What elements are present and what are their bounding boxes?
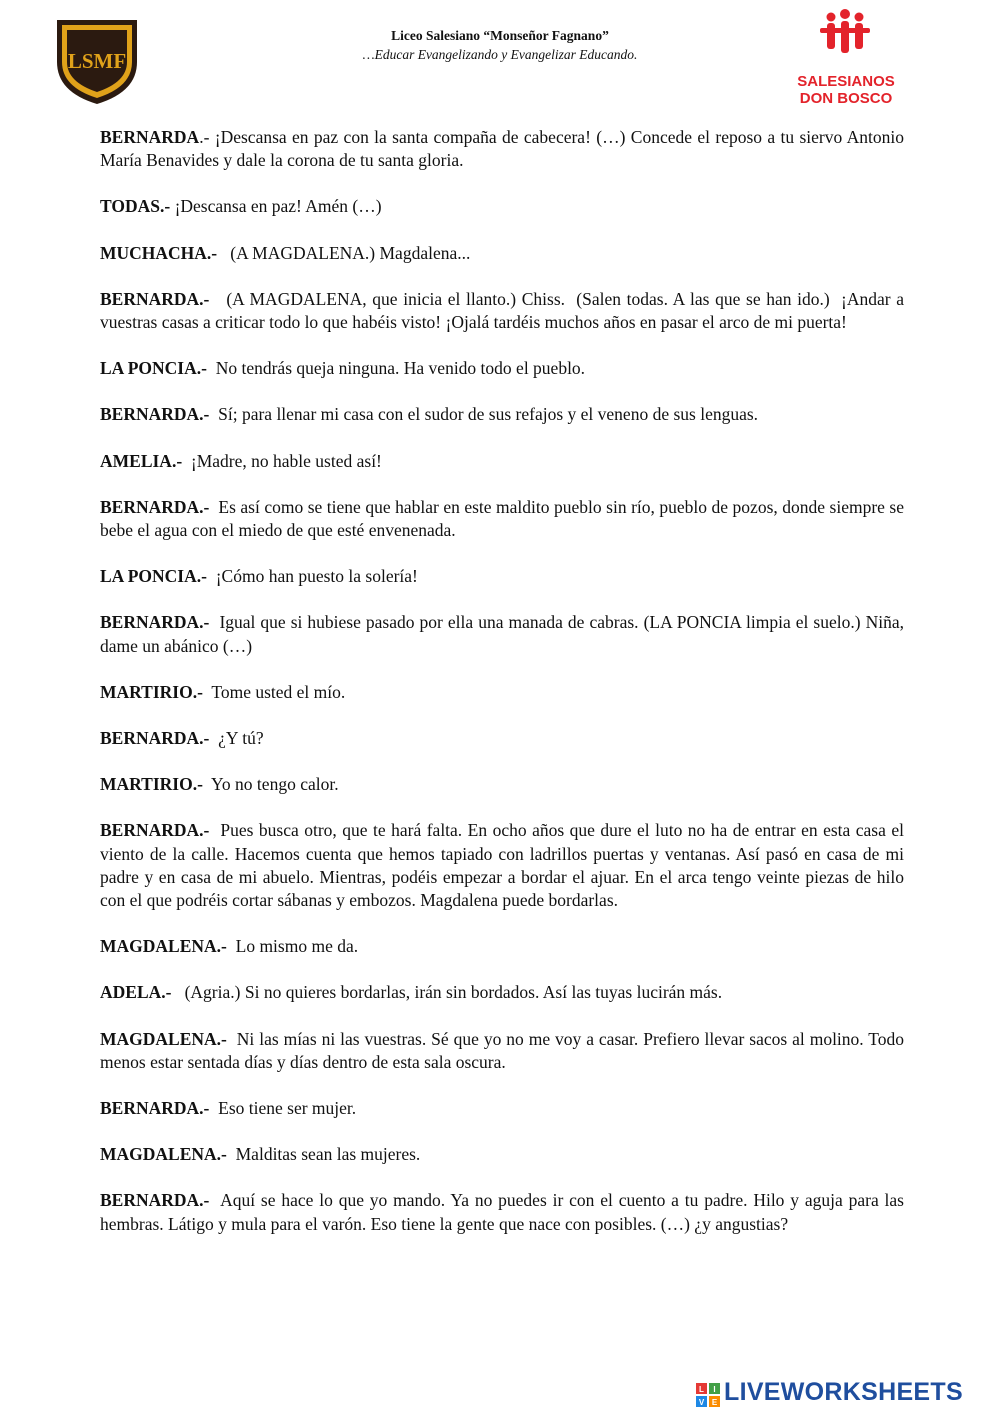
speaker-name: MARTIRIO.- <box>100 774 203 795</box>
dialogue-line <box>100 681 904 704</box>
line-text: (A MAGDALENA, que inicia el llanto.) Chiss. (Salen todas. A las que se han ido.) ¡Andar a vuestras casas a criticar todo lo que habéis visto! ¡Ojalá tardéis muchos años en pasar el arco de mi puerta! <box>100 288 909 333</box>
line-text: Aquí se hace lo que yo mando. Ya no puedes ir con el cuento a tu padre. Hilo y aguja para las hembras. Látigo y mula para el varón. Eso tiene la gente que nace con posibles. (…) ¿y angustias? <box>100 1190 909 1234</box>
line-text: Yo no tengo calor. <box>211 774 339 795</box>
school-motto: …Educar Evangelizando y Evangelizar Educando. <box>362 47 638 62</box>
line-text: Lo mismo me da. <box>235 936 359 957</box>
dialogue-line <box>100 126 909 172</box>
page-header <box>0 0 1000 120</box>
line-text: Tome usted el mío. <box>211 681 346 702</box>
dialogue-line <box>100 1097 904 1120</box>
dialogue-line <box>100 1143 904 1166</box>
line-text: No tendrás queja ninguna. Ha venido todo el pueblo. <box>215 358 586 379</box>
school-crest-logo <box>52 14 142 108</box>
line-text: ¡Descansa en paz! Amén (…) <box>174 196 382 217</box>
speaker-name: MAGDALENA.- <box>100 1028 227 1049</box>
dialogue-line <box>100 496 909 542</box>
salesianos-label: SALESIANOS <box>797 73 895 90</box>
salesian-figures-icon <box>820 9 870 53</box>
logo-letter-e: E <box>711 1398 718 1407</box>
line-text: Pues busca otro, que te hará falta. En ocho años que dure el luto no ha de entrar en esta casa el viento de la calle. Hacemos cuenta que hemos tapiado con ladrillos puertas y ventanas. Así pasó en casa de mi padre y en casa de mi abuelo. Mientras, podéis empezar a bordar el ajuar. En el arca tengo veinte piezas de hilo con el que podréis cortar sábanas y embozos. Magdalena puede bordarlas. <box>100 820 909 911</box>
crest-monogram: LSMF <box>67 49 127 73</box>
dialogue-line <box>100 288 909 334</box>
speaker-name: MAGDALENA.- <box>100 936 227 957</box>
speaker-separator <box>209 289 226 309</box>
dialogue-line <box>100 357 904 380</box>
speaker-name: BERNARDA.- <box>100 404 210 425</box>
liveworksheets-brand <box>696 1378 996 1408</box>
speaker-name: BERNARDA <box>100 127 200 147</box>
speaker-name: MUCHACHA.- <box>100 242 218 263</box>
dialogue-line <box>100 1028 909 1074</box>
speaker-name: BERNARDA.- <box>100 820 210 841</box>
speaker-separator <box>209 1190 220 1210</box>
speaker-separator <box>203 774 211 794</box>
speaker-separator <box>209 820 220 840</box>
dialogue-text <box>100 126 909 1259</box>
dialogue-line <box>100 981 904 1004</box>
logo-letter-v: V <box>698 1398 705 1407</box>
speaker-separator <box>209 404 218 424</box>
speaker-separator <box>227 936 236 956</box>
line-text: Sí; para llenar mi casa con el sudor de sus refajos y el veneno de sus lenguas. <box>218 404 759 425</box>
speaker-name: MARTIRIO.- <box>100 681 203 702</box>
liveworksheets-logo-icon <box>696 1383 720 1407</box>
speaker-separator: .- <box>199 127 215 147</box>
speaker-name: LA PONCIA.- <box>100 358 207 379</box>
dialogue-line <box>100 403 904 426</box>
speaker-name: TODAS.- <box>100 196 171 217</box>
dialogue-line <box>100 195 904 218</box>
line-text: Es así como se tiene que hablar en este maldito pueblo sin río, pueblo de pozos, donde siempre se bebe el agua con el miedo de que esté envenenada. <box>100 496 909 541</box>
speaker-separator <box>209 728 218 748</box>
dialogue-line <box>100 819 909 912</box>
speaker-separator <box>227 1029 237 1049</box>
dialogue-line <box>100 611 909 657</box>
speaker-separator <box>207 566 216 586</box>
header-text <box>280 26 720 64</box>
line-text: ¡Descansa en paz con la santa compaña de cabecera! (…) Concede el reposo a tu siervo Antonio María Benavides y dale la corona de tu santa gloria. <box>100 127 909 171</box>
speaker-name: AMELIA.- <box>100 450 183 471</box>
logo-letter-l: L <box>699 1385 704 1394</box>
line-text: ¿Y tú? <box>218 728 264 749</box>
speaker-name: LA PONCIA.- <box>100 566 207 587</box>
line-text: (Agria.) Si no quieres bordarlas, irán sin bordados. Así las tuyas lucirán más. <box>184 982 723 1003</box>
dialogue-line <box>100 727 904 750</box>
logo-letter-i: I <box>713 1385 716 1394</box>
speaker-name: BERNARDA.- <box>100 1098 210 1119</box>
line-text: (A MAGDALENA.) Magdalena... <box>230 242 471 263</box>
dialogue-line <box>100 450 904 473</box>
dialogue-line <box>100 773 904 796</box>
line-text: ¡Madre, no hable usted así! <box>190 450 382 471</box>
speaker-name: BERNARDA.- <box>100 612 210 633</box>
speaker-separator <box>182 451 191 471</box>
liveworksheets-wordmark: LIVEWORKSHEETS <box>724 1378 963 1406</box>
speaker-separator <box>217 243 230 263</box>
speaker-name: BERNARDA.- <box>100 1190 210 1211</box>
line-text: Eso tiene ser mujer. <box>218 1098 357 1119</box>
don-bosco-label: DON BOSCO <box>799 90 893 107</box>
line-text: ¡Cómo han puesto la solería! <box>215 566 418 587</box>
line-text: Malditas sean las mujeres. <box>235 1144 421 1165</box>
line-text: Ni las mías ni las vuestras. Sé que yo no me voy a casar. Prefiero llevar sacos al molino. Todo menos estar sentada días y días dentro de esta sala oscura. <box>100 1028 909 1072</box>
speaker-name: MAGDALENA.- <box>100 1144 227 1165</box>
speaker-separator <box>207 358 216 378</box>
dialogue-line <box>100 1189 909 1235</box>
line-text: Igual que si hubiese pasado por ella una manada de cabras. (LA PONCIA limpia el suelo.) Niña, dame un abánico (…) <box>100 612 909 656</box>
dialogue-line <box>100 565 904 588</box>
speaker-name: BERNARDA.- <box>100 288 210 309</box>
speaker-name: BERNARDA.- <box>100 728 210 749</box>
dialogue-line <box>100 935 904 958</box>
speaker-separator <box>227 1144 236 1164</box>
speaker-name: BERNARDA.- <box>100 496 210 517</box>
speaker-separator <box>171 982 184 1002</box>
school-name: Liceo Salesiano “Monseñor Fagnano” <box>391 28 609 43</box>
speaker-separator <box>209 612 219 632</box>
salesianos-don-bosco-logo <box>786 8 906 112</box>
dialogue-line <box>100 242 904 265</box>
speaker-name: ADELA.- <box>100 982 172 1003</box>
speaker-separator <box>209 1098 218 1118</box>
